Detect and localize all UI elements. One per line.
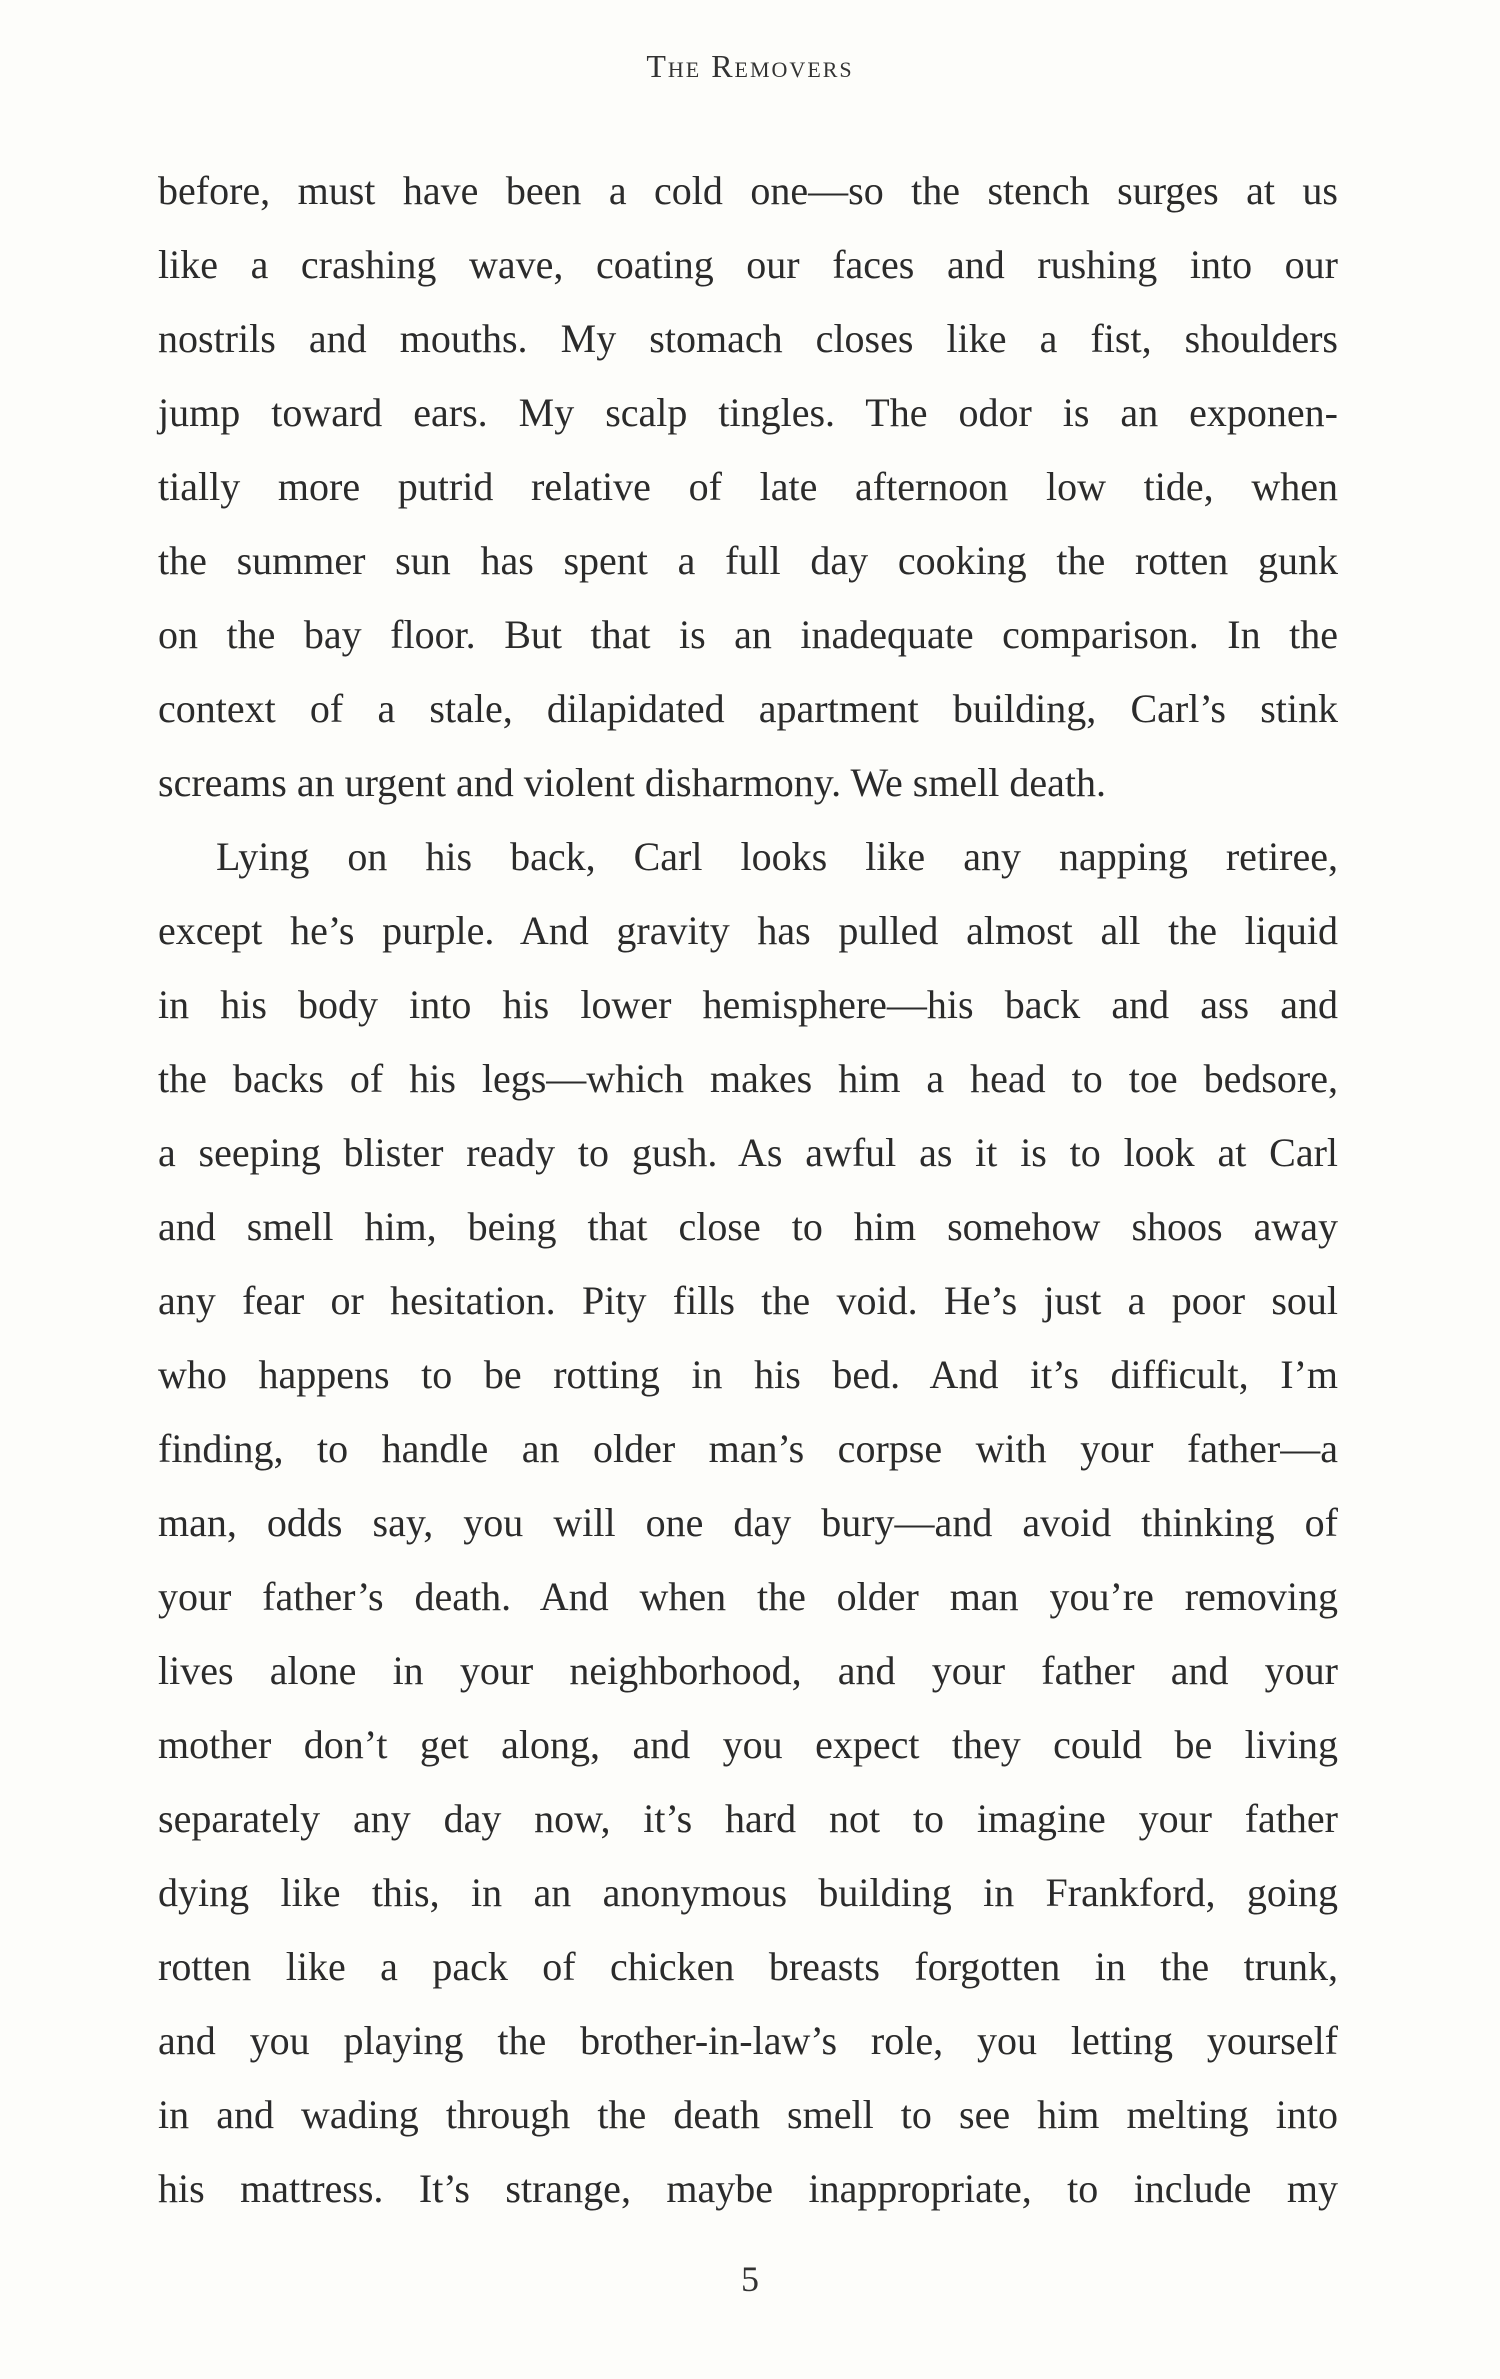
text-line: before, must have been a cold one—so the stench surges at us bbox=[158, 168, 1338, 213]
text-line: mother don’t get along, and you expect they could be living bbox=[158, 1722, 1338, 1767]
text-line: who happens to be rotting in his bed. And it’s difficult, I’m bbox=[158, 1352, 1338, 1397]
text-line: nostrils and mouths. My stomach closes like a fist, shoulders bbox=[158, 316, 1338, 361]
text-line: and smell him, being that close to him somehow shoos away bbox=[158, 1204, 1338, 1249]
page-number: 5 bbox=[741, 2259, 759, 2299]
text-line: a seeping blister ready to gush. As awful as it is to look at Carl bbox=[158, 1130, 1338, 1175]
text-line: in his body into his lower hemisphere—his back and ass and bbox=[158, 982, 1338, 1027]
text-line: the summer sun has spent a full day cooking the rotten gunk bbox=[158, 538, 1338, 583]
text-line: man, odds say, you will one day bury—and avoid thinking of bbox=[158, 1500, 1338, 1545]
text-line: tially more putrid relative of late afternoon low tide, when bbox=[158, 464, 1338, 509]
text-line: dying like this, in an anonymous building in Frankford, going bbox=[158, 1870, 1338, 1915]
text-line: jump toward ears. My scalp tingles. The odor is an exponen- bbox=[158, 390, 1338, 435]
body-text bbox=[158, 154, 1338, 2226]
text-line: in and wading through the death smell to see him melting into bbox=[158, 2092, 1338, 2137]
text-line: your father’s death. And when the older man you’re removing bbox=[158, 1574, 1338, 1619]
text-line: his mattress. It’s strange, maybe inappropriate, to include my bbox=[158, 2166, 1338, 2211]
text-line: separately any day now, it’s hard not to imagine your father bbox=[158, 1796, 1338, 1841]
text-line: finding, to handle an older man’s corpse with your father—a bbox=[158, 1426, 1338, 1471]
text-line: except he’s purple. And gravity has pulled almost all the liquid bbox=[158, 908, 1338, 953]
text-line: lives alone in your neighborhood, and your father and your bbox=[158, 1648, 1338, 1693]
text-line: screams an urgent and violent disharmony. We smell death. bbox=[158, 760, 1107, 805]
text-line: the backs of his legs—which makes him a head to toe bedsore, bbox=[158, 1056, 1338, 1101]
text-line: context of a stale, dilapidated apartment building, Carl’s stink bbox=[158, 686, 1338, 731]
text-line: on the bay floor. But that is an inadequate comparison. In the bbox=[158, 612, 1338, 657]
text-line: rotten like a pack of chicken breasts forgotten in the trunk, bbox=[158, 1944, 1338, 1989]
text-line: like a crashing wave, coating our faces and rushing into our bbox=[158, 242, 1338, 287]
running-head: The Removers bbox=[646, 48, 854, 84]
text-line: and you playing the brother-in-law’s role, you letting yourself bbox=[158, 2018, 1338, 2063]
text-line: any fear or hesitation. Pity fills the void. He’s just a poor soul bbox=[158, 1278, 1338, 1323]
text-line: Lying on his back, Carl looks like any napping retiree, bbox=[216, 834, 1338, 879]
